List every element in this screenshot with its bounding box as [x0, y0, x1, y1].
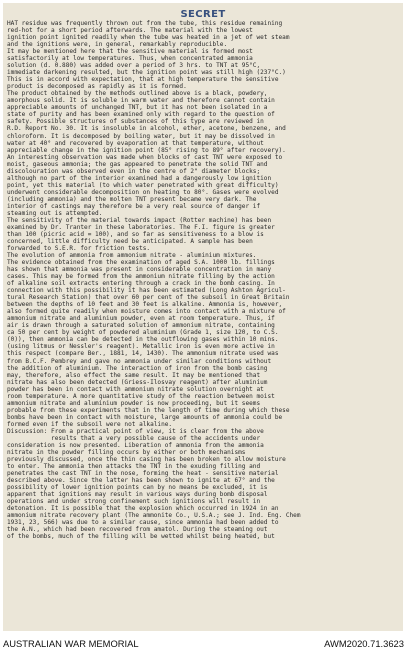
document-line: The product obtained by the methods outlined above is a black, powdery,: [7, 90, 268, 98]
document-line: satisfactorily at low temperatures. Thus, when concentrated ammonia: [7, 55, 253, 63]
document-line: from B.C.F. Pembrey and gave no ammonia under similar conditions without: [7, 357, 272, 365]
document-line: examined by Dr. Tranter in these laboratories. The F.I. figure is greater: [7, 223, 275, 231]
document-line: immediate darkening resulted, but the ignition point was still high (237°C.): [7, 69, 286, 77]
document-line: product is decomposed as rapidly as it is formed.: [7, 83, 187, 91]
document-line: The evolution of ammonia from ammonium nitrate - aluminium mixtures.: [7, 252, 257, 260]
document-line: interior of castings may therefore be a very real source of danger if: [7, 202, 261, 210]
document-line: forwarded to S.E.R. for friction tests.: [7, 245, 151, 252]
document-line: previously discussed, once the thin casing has been broken to allow moisture: [7, 455, 286, 463]
document-line: nitrate in the powder filling occurs by either or both mechanisms: [7, 448, 246, 456]
document-line: R.D. Report No. 30. It is insoluble in alcohol, ether, acetone, benzene, and: [7, 125, 286, 133]
document-line: ammonium nitrate and aluminium powder, even at room temperature. Thus, if: [7, 315, 275, 323]
document-line: HAT residue was frequently thrown out from the tube, this residue remaining: [7, 20, 283, 27]
archive-reference-number: AWM2020.71.3623: [324, 638, 404, 649]
document-line: and the ignitions were, in general, remarkably reproducible.: [7, 41, 228, 49]
document-line: underwent considerable decomposition on heating to 80°. Gases were evolved: [7, 188, 279, 196]
document-line: This is in accord with expectation, that at high temperature the sensitive: [7, 76, 279, 84]
document-line: than 100 (picric acid = 100), and so far as sensitiveness to a blow is: [7, 230, 264, 238]
document-line: probable from these experiments that in the length of time during which these: [7, 406, 290, 414]
document-line: connection with this possibility it has been estimated (Long Ashton Agricul-: [7, 287, 286, 295]
document-line: detonation. It is possible that the explosion which occurred in 1924 in an: [7, 505, 279, 513]
document-line: water at 40° and recovered by evaporation at that temperature, without: [7, 139, 264, 147]
document-line: bombs have been in contact with moisture, large amounts of ammonia could be: [7, 413, 283, 421]
document-line: The evidence obtained from the examination of aged S.A. 1000 lb. fillings: [7, 259, 275, 267]
document-line: has shown that ammonia was present in considerable concentration in many: [7, 266, 272, 274]
document-line: ignition point ignited readily when the tube was heated in a jet of wet steam: [7, 34, 290, 42]
document-line: (including ammonia) and the molten TNT present became very dark. The: [7, 195, 257, 203]
document-line: the addition of aluminium. The interaction of iron from the bomb casing: [7, 364, 268, 372]
document-body-text: [7, 20, 401, 540]
document-line: discolouration was observed even in the centre of 2" diameter blocks;: [7, 167, 261, 175]
document-line: described above. Since the latter has been shown to ignite at 67° and the: [7, 477, 275, 485]
document-line: 1931, 23, 566) was due to a similar cause, since ammonia had been added to: [7, 519, 279, 527]
document-line: ammonium nitrate recovery plant (The ammonite Co., U.S.A.; see J. Ind. Eng. Chem: [7, 512, 301, 520]
document-line: steaming out is attempted.: [7, 209, 103, 217]
archive-footer: [0, 634, 407, 653]
document-line: state of purity and has been examined only with regard to the question of: [7, 111, 275, 119]
document-line: ca 50 per cent by weight of powdered aluminium (Grade 1, size 120, to C.S.: [7, 329, 279, 337]
document-line: ammonium nitrate and aluminium powder is now proceeding, but it seems: [7, 399, 261, 407]
document-line: appreciable change in the ignition point (85° rising to 89° after recovery).: [7, 146, 286, 154]
document-line: between the depths of 10 feet and 30 feet is alkaline. Ammonia is, however,: [7, 301, 283, 309]
document-page: [3, 3, 403, 631]
document-line: It may be mentioned here that the sensitive material is formed most: [7, 48, 253, 56]
document-line: although no part of the interior examined had a dangerously low ignition: [7, 174, 272, 182]
document-line: amorphous solid. It is soluble in warm water and therefore cannot contain: [7, 97, 275, 105]
document-line: also formed quite readily when moisture comes into contact with a mixture of: [7, 308, 286, 316]
document-line: cases. This may be formed from the ammonium nitrate filling by the action: [7, 273, 275, 281]
document-line: point, yet this material (to which water penetrated with great difficulty): [7, 181, 279, 189]
document-line: (using litmus or Nessler's reagent). Metallic iron is even more active in: [7, 343, 275, 351]
document-line: of alkaline soil extracts entering through a crack in the bomb casing. In: [7, 280, 275, 288]
document-line: air is drawn through a saturated solution of ammonium nitrate, containing: [7, 322, 275, 330]
document-line: An interesting observation was made when blocks of cast TNT were exposed to: [7, 153, 283, 161]
document-line: Discussion: From a practical point of view, it is clear from the above: [7, 427, 264, 435]
classification-stamp: SECRET: [180, 9, 226, 20]
document-line: results that a very possible cause of the accidents under: [7, 434, 261, 442]
document-line: formed even if the subsoil were not alkaline.: [7, 420, 173, 428]
document-line: the A.N., which had been recovered from amatol. During the steaming out: [7, 526, 268, 534]
document-line: this respect (compare Ber., 1881, 14, 1430). The ammonium nitrate used was: [7, 350, 279, 358]
document-line: moist, gaseous ammonia; the gas appeared to penetrate the solid TNT and: [7, 160, 268, 168]
document-line: nitrate has also been detected (Griess-Ilosvay reagent) after aluminium: [7, 378, 268, 386]
document-line: chloroform. It is decomposed by boiling water, but it may be dissolved in: [7, 132, 275, 140]
document-line: powder has been in contact with ammonium nitrate solution overnight at: [7, 385, 264, 393]
document-line: (0)), then ammonia can be detected in the outflowing gases within 10 mins.: [7, 336, 279, 344]
document-line: concerned, little difficulty need be anticipated. A sample has been: [7, 237, 253, 245]
archive-name: AUSTRALIAN WAR MEMORIAL: [3, 638, 139, 649]
document-line: operations and under strong confinement such ignitions will result in: [7, 498, 261, 506]
document-line: room temperature. A more quantitative study of the reaction between moist: [7, 392, 275, 400]
document-line: of the bombs, much of the filling will be wetted whilst being heated, but: [7, 533, 275, 541]
document-line: penetrates the cast TNT in the nose, forming the heat - sensitive material: [7, 470, 279, 477]
document-line: The sensitivity of the material towards impact (Rotter machine) has been: [7, 216, 272, 224]
document-line: solution (d. 0.880) was added over a period of 3 hrs. to TNT at 95°C,: [7, 62, 261, 70]
document-line: appreciable amounts of unchanged TNT, but it has not been isolated in a: [7, 104, 268, 112]
document-line: to enter. The ammonia then attacks the TNT in the exuding filling and: [7, 462, 261, 470]
document-line: possibility of lower ignition points can by no means be excluded, it is: [7, 484, 268, 492]
document-line: apparent that ignitions may result in various ways during bomb disposal: [7, 491, 268, 499]
document-line: tural Research Station) that over 60 per cent of the subsoil in Great Britain: [7, 294, 290, 302]
document-line: may, therefore, also effect the same result. It may be mentioned that: [7, 371, 261, 379]
document-line: red-hot for a short period afterwards. The material with the lowest: [7, 27, 253, 35]
document-line: consideration is now presented. Liberation of ammonia from the ammonia: [7, 441, 264, 449]
document-line: safety. Possible structures of substances of this type are reviewed in: [7, 118, 264, 126]
